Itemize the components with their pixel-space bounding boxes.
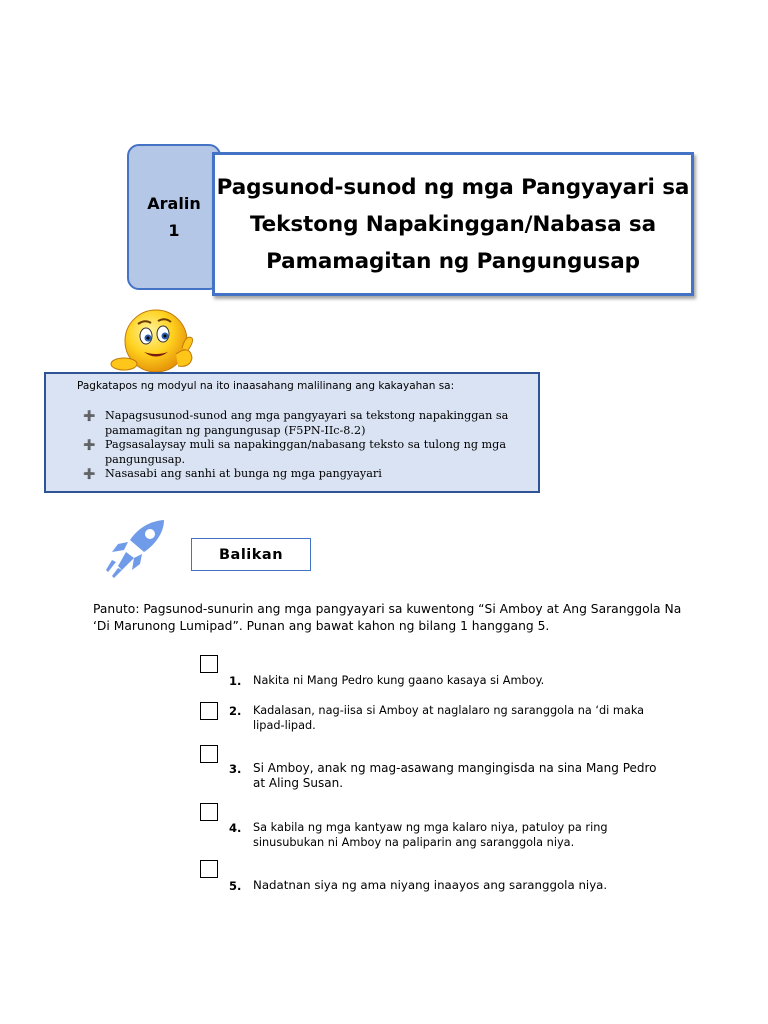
task-text: Nakita ni Mang Pedro kung gaano kasaya si Amboy. [253,674,545,687]
task-number: 2. [229,704,242,718]
objectives-heading: Pagkatapos ng modyul na ito inaasahang malilinang ang kakayahan sa: [77,380,455,392]
objectives-list [83,409,523,482]
lesson-number-badge [127,144,221,290]
balikan-section-label: Balikan [191,538,311,571]
lesson-title-line-2: Tekstong Napakinggan/Nabasa sa [249,211,657,237]
objectives-box [44,372,540,493]
answer-checkbox[interactable] [200,655,218,673]
objective-item: ➕ Napagsusunod-sunod ang mga pangyayari sa tekstong napakinggan sa pamamagitan ng pangungusap (F5PN-IIc-8.2) [83,409,509,437]
lesson-number: 1 [168,221,180,240]
answer-checkbox[interactable] [200,745,218,763]
task-number: 1. [229,674,242,688]
rocket-icon [104,518,170,578]
answer-checkbox[interactable] [200,860,218,878]
lesson-title-box [212,152,694,296]
task-item [200,702,680,742]
instructions-text: Panuto: Pagsunod-sunurin ang mga pangyayari sa kuwentong “Si Amboy at Ang Saranggola Na ‘Di Marunong Lumipad”. Punan ang bawat kahon ng bilang 1 hanggang 5. [93,602,682,633]
task-item [200,803,680,849]
arrow-bullet-icon: ➕ [83,440,96,451]
objective-item: ➕ Pagsasalaysay muli sa napakinggan/nabasang teksto sa tulong ng mga pangungusap. [83,438,506,466]
objective-item: ➕ Nasasabi ang sanhi at bunga ng mga pangyayari [83,467,523,482]
lesson-title-line-3: Pamamagitan ng Pangungusap [266,248,640,274]
task-item [200,655,680,695]
task-text: Kadalasan, nag-iisa si Amboy at naglalaro ng saranggola na ‘di maka lipad-lipad. [253,704,645,732]
task-number: 5. [229,879,242,893]
lesson-label: Aralin [147,194,201,213]
arrow-bullet-icon: ➕ [83,469,96,480]
answer-checkbox[interactable] [200,803,218,821]
task-text: Nadatnan siya ng ama niyang inaayos ang saranggola niya. [253,878,608,892]
task-number: 4. [229,821,242,835]
task-number: 3. [229,762,242,776]
task-text: Si Amboy, anak ng mag-asawang mangingisda na sina Mang Pedro at Aling Susan. [253,761,657,790]
task-item [200,860,680,900]
answer-checkbox[interactable] [200,702,218,720]
lesson-title-line-1: Pagsunod-sunod ng mga Pangyayari sa [216,174,690,200]
task-item [200,745,680,790]
task-text: Sa kabila ng mga kantyaw ng mga kalaro niya, patuloy pa ring sinusubukan ni Amboy na paliparin ang saranggola niya. [253,821,608,849]
arrow-bullet-icon: ➕ [83,411,96,422]
thinking-emoji-icon [108,308,200,378]
